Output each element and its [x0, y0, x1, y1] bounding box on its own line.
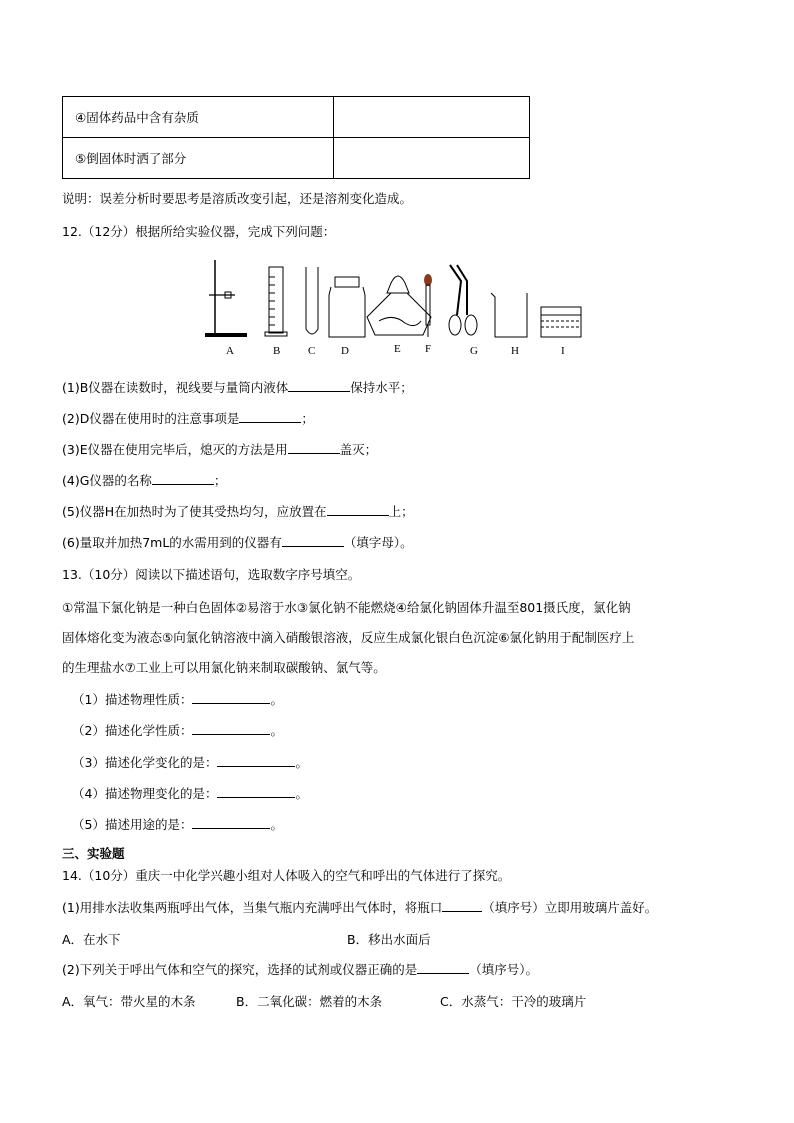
q12-item-4: (4)G仪器的名称 ； [62, 473, 227, 488]
answer-blank[interactable] [442, 900, 482, 912]
test-tube-icon [306, 267, 318, 334]
q13-item-3: （3）描述化学变化的是： 。 [72, 755, 308, 770]
answer-blank[interactable] [417, 962, 469, 974]
q12-item-6: (6)量取并加热7mL的水需用到的仪器有 （填字母）。 [62, 535, 413, 550]
q14-option-b[interactable]: B．二氧化碳：燃着的木条 [236, 994, 383, 1009]
label-b: B [273, 345, 281, 357]
answer-blank[interactable] [192, 817, 270, 829]
q12-item-1: (1)B仪器在读数时，视线要与量筒内液体 保持水平； [62, 380, 413, 395]
reagent-bottle-icon [329, 277, 365, 337]
q13-paragraph-line: 固体熔化变为液态⑤向氯化钠溶液中滴入硝酸银溶液，反应生成氯化银白色沉淀⑥氯化钠用于配制医疗上 [62, 630, 635, 645]
q12-item-5: (5)仪器H在加热时为了使其受热均匀，应放置在 上； [62, 504, 414, 519]
table-cell-effect [334, 138, 530, 179]
q12-item-3: (3)E仪器在使用完毕后，熄灭的方法是用 盖灭； [62, 442, 378, 457]
label-h: H [511, 345, 519, 357]
q12-item-2: (2)D仪器在使用时的注意事项是 ； [62, 411, 314, 426]
answer-blank[interactable] [288, 442, 340, 454]
error-analysis-table [62, 96, 530, 179]
q12-title: 12.（12分）根据所给实验仪器，完成下列问题： [62, 224, 336, 239]
table-cell-reason: ④固体药品中含有杂质 [63, 97, 334, 138]
iron-stand-icon [205, 260, 247, 337]
table-cell-effect [334, 97, 530, 138]
label-a: A [226, 345, 234, 357]
q13-item-4: （4）描述物理变化的是： 。 [72, 786, 308, 801]
q13-paragraph-line: 的生理盐水⑦工业上可以用氯化钠来制取碳酸钠、氯气等。 [62, 660, 386, 675]
label-e: E [394, 343, 401, 355]
crucible-tongs-icon [449, 265, 477, 335]
q14-option-a[interactable]: A．在水下 [62, 932, 121, 947]
answer-blank[interactable] [239, 411, 301, 423]
answer-blank[interactable] [217, 755, 295, 767]
q14-option-b[interactable]: B．移出水面后 [347, 932, 431, 947]
answer-blank[interactable] [217, 786, 295, 798]
dropper-icon [424, 274, 432, 337]
q14-title: 14.（10分）重庆一中化学兴趣小组对人体吸入的空气和呼出的气体进行了探究。 [62, 868, 511, 883]
label-g: G [470, 345, 478, 357]
q13-item-1: （1）描述物理性质： 。 [72, 692, 283, 707]
q13-item-5: （5）描述用途的是： 。 [72, 817, 283, 832]
answer-blank[interactable] [192, 723, 270, 735]
note-text: 说明：误差分析时要思考是溶质改变引起，还是溶剂变化造成。 [62, 191, 413, 206]
table-row [63, 97, 530, 138]
q14-option-c[interactable]: C．水蒸气：干冷的玻璃片 [440, 994, 587, 1009]
q14-option-a[interactable]: A．氧气：带火星的木条 [62, 994, 196, 1009]
q13-title: 13.（10分）阅读以下描述语句，选取数字序号填空。 [62, 567, 361, 582]
section-heading: 三、实验题 [62, 846, 125, 861]
graduated-cylinder-icon [265, 267, 287, 336]
lab-apparatus-figure [195, 255, 590, 360]
q13-item-2: （2）描述化学性质： 。 [72, 723, 283, 738]
water-trough-icon [541, 307, 581, 337]
beaker-icon [491, 293, 527, 337]
q14-part-1: (1)用排水法收集两瓶呼出气体，当集气瓶内充满呼出气体时，将瓶口 （填序号）立即用玻璃片盖好。 [62, 900, 658, 915]
answer-blank[interactable] [282, 535, 344, 547]
label-d: D [341, 345, 349, 357]
q14-part-2: (2)下列关于呼出气体和空气的探究，选择的试剂或仪器正确的是 （填序号）。 [62, 962, 538, 977]
table-row [63, 138, 530, 179]
answer-blank[interactable] [288, 380, 350, 392]
label-i: I [561, 345, 565, 357]
answer-blank[interactable] [327, 504, 389, 516]
label-c: C [308, 345, 316, 357]
q13-paragraph-line: ①常温下氯化钠是一种白色固体②易溶于水③氯化钠不能燃烧④给氯化钠固体升温至801摄氏度，氯化钠 [62, 600, 631, 615]
answer-blank[interactable] [152, 473, 214, 485]
label-f: F [425, 343, 432, 355]
answer-blank[interactable] [192, 692, 270, 704]
alcohol-lamp-icon [367, 276, 431, 335]
table-cell-reason: ⑤倒固体时洒了部分 [63, 138, 334, 179]
